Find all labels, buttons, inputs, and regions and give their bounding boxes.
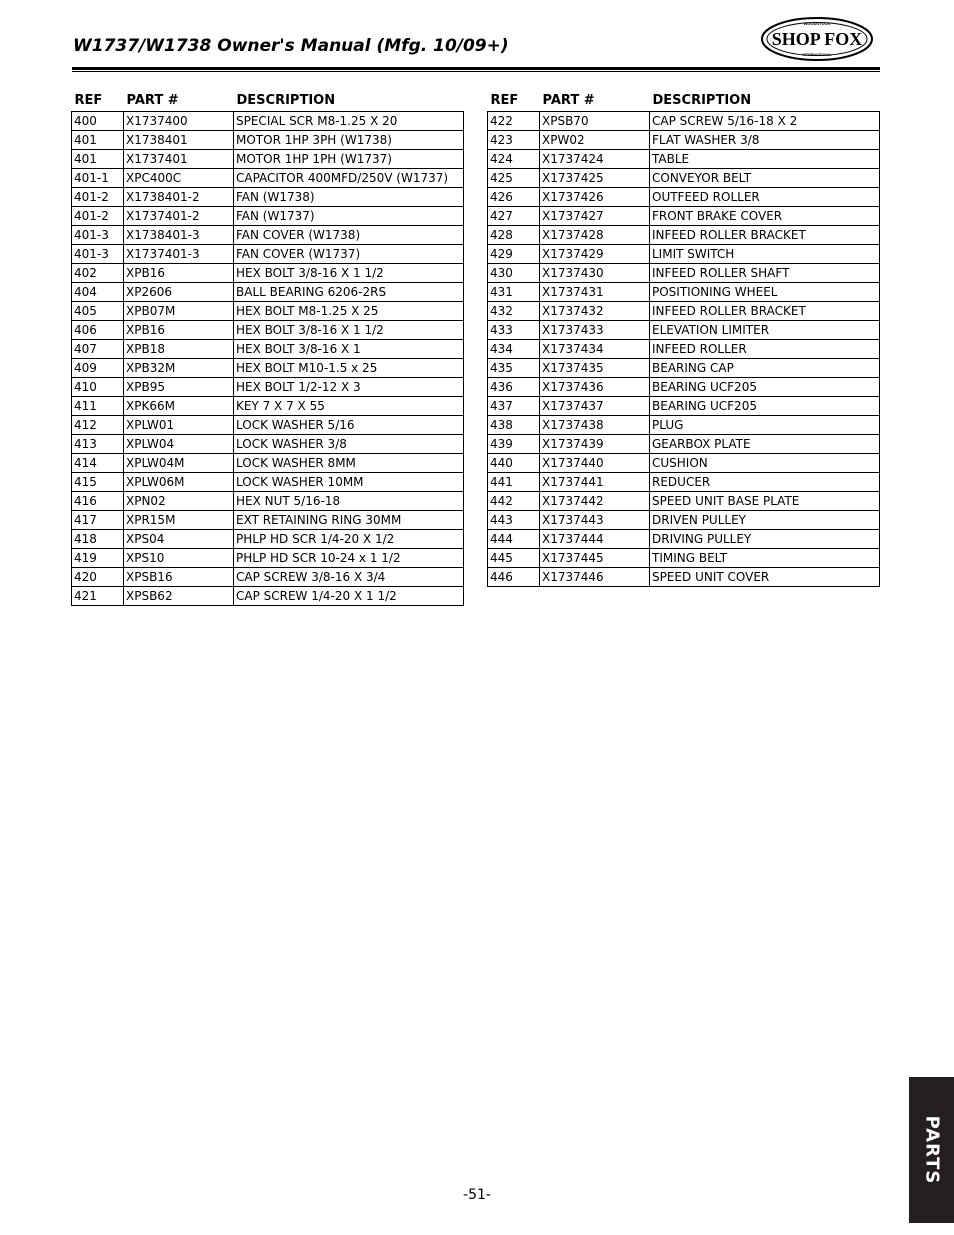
ref-cell: 402 — [72, 264, 124, 283]
description-cell: BEARING UCF205 — [650, 378, 880, 397]
ref-cell: 427 — [488, 207, 540, 226]
parts-table-left-body — [72, 112, 464, 606]
table-row — [488, 150, 880, 169]
logo-bottom-text: INTERNATIONAL — [802, 53, 832, 57]
ref-cell: 434 — [488, 340, 540, 359]
section-tab — [909, 1077, 954, 1223]
table-row — [72, 150, 464, 169]
description-cell: BEARING UCF205 — [650, 397, 880, 416]
part-number-cell: X1737430 — [540, 264, 650, 283]
description-cell: DRIVING PULLEY — [650, 530, 880, 549]
ref-cell: 416 — [72, 492, 124, 511]
ref-cell: 405 — [72, 302, 124, 321]
table-row — [72, 226, 464, 245]
ref-cell: 401-3 — [72, 245, 124, 264]
description-cell: FAN (W1737) — [234, 207, 464, 226]
description-cell: FAN COVER (W1737) — [234, 245, 464, 264]
part-header: PART # — [126, 93, 179, 108]
part-number-cell: X1737431 — [540, 283, 650, 302]
part-number-cell: XPSB16 — [124, 568, 234, 587]
table-row — [72, 207, 464, 226]
description-cell: CONVEYOR BELT — [650, 169, 880, 188]
table-row — [488, 340, 880, 359]
table-row — [72, 492, 464, 511]
ref-cell: 446 — [488, 568, 540, 587]
part-number-cell: X1737436 — [540, 378, 650, 397]
part-number-cell: X1737429 — [540, 245, 650, 264]
part-number-cell: X1737438 — [540, 416, 650, 435]
ref-cell: 420 — [72, 568, 124, 587]
ref-cell: 414 — [72, 454, 124, 473]
part-number-cell: XP2606 — [124, 283, 234, 302]
table-row — [72, 378, 464, 397]
description-cell: INFEED ROLLER BRACKET — [650, 226, 880, 245]
part-number-cell: X1737435 — [540, 359, 650, 378]
table-row — [72, 435, 464, 454]
ref-cell: 426 — [488, 188, 540, 207]
ref-cell: 422 — [488, 112, 540, 131]
table-row — [72, 473, 464, 492]
description-cell: ELEVATION LIMITER — [650, 321, 880, 340]
description-cell: FAN COVER (W1738) — [234, 226, 464, 245]
part-number-cell: XPLW01 — [124, 416, 234, 435]
table-row — [488, 226, 880, 245]
table-row — [488, 283, 880, 302]
description-cell: CUSHION — [650, 454, 880, 473]
table-row — [488, 492, 880, 511]
ref-cell: 439 — [488, 435, 540, 454]
description-cell: INFEED ROLLER SHAFT — [650, 264, 880, 283]
table-row — [72, 416, 464, 435]
parts-table-right-body — [488, 112, 880, 587]
part-number-cell: X1737427 — [540, 207, 650, 226]
parts-table-right — [487, 90, 880, 587]
description-cell: FRONT BRAKE COVER — [650, 207, 880, 226]
table-row — [72, 359, 464, 378]
ref-cell: 430 — [488, 264, 540, 283]
ref-cell: 437 — [488, 397, 540, 416]
part-number-cell: XPLW04M — [124, 454, 234, 473]
table-row — [72, 568, 464, 587]
description-cell: HEX BOLT M8-1.25 X 25 — [234, 302, 464, 321]
table-row — [72, 245, 464, 264]
part-number-cell: X1737401-2 — [124, 207, 234, 226]
table-row — [488, 264, 880, 283]
table-row — [72, 587, 464, 606]
table-row — [488, 112, 880, 131]
table-row — [72, 454, 464, 473]
table-row — [488, 511, 880, 530]
part-number-cell: X1737426 — [540, 188, 650, 207]
ref-cell: 432 — [488, 302, 540, 321]
ref-cell: 441 — [488, 473, 540, 492]
ref-cell: 410 — [72, 378, 124, 397]
ref-cell: 423 — [488, 131, 540, 150]
part-number-cell: X1738401-3 — [124, 226, 234, 245]
part-number-cell: XPK66M — [124, 397, 234, 416]
table-row — [488, 549, 880, 568]
ref-cell: 411 — [72, 397, 124, 416]
description-cell: INFEED ROLLER BRACKET — [650, 302, 880, 321]
table-row — [488, 245, 880, 264]
part-number-cell: XPW02 — [540, 131, 650, 150]
table-row — [72, 397, 464, 416]
section-tab-label: PARTS — [921, 1115, 942, 1185]
part-number-cell: XPSB62 — [124, 587, 234, 606]
part-number-cell: X1737442 — [540, 492, 650, 511]
ref-cell: 428 — [488, 226, 540, 245]
logo-main-text: SHOP FOX — [771, 29, 863, 49]
description-cell: HEX BOLT 1/2-12 X 3 — [234, 378, 464, 397]
table-header-row — [488, 90, 880, 112]
ref-cell: 401-1 — [72, 169, 124, 188]
ref-cell: 419 — [72, 549, 124, 568]
ref-cell: 429 — [488, 245, 540, 264]
description-cell: OUTFEED ROLLER — [650, 188, 880, 207]
description-cell: SPEED UNIT COVER — [650, 568, 880, 587]
table-header-row — [72, 90, 464, 112]
ref-cell: 443 — [488, 511, 540, 530]
part-header: PART # — [542, 93, 595, 108]
ref-cell: 401-2 — [72, 207, 124, 226]
table-row — [488, 454, 880, 473]
part-number-cell: XPLW04 — [124, 435, 234, 454]
description-cell: EXT RETAINING RING 30MM — [234, 511, 464, 530]
ref-cell: 409 — [72, 359, 124, 378]
ref-cell: 415 — [72, 473, 124, 492]
ref-cell: 433 — [488, 321, 540, 340]
table-row — [72, 340, 464, 359]
part-number-cell: XPC400C — [124, 169, 234, 188]
description-cell: FAN (W1738) — [234, 188, 464, 207]
ref-cell: 418 — [72, 530, 124, 549]
ref-cell: 401-2 — [72, 188, 124, 207]
part-number-cell: XPB07M — [124, 302, 234, 321]
part-number-cell: X1737437 — [540, 397, 650, 416]
description-cell: HEX BOLT 3/8-16 X 1 1/2 — [234, 264, 464, 283]
description-cell: FLAT WASHER 3/8 — [650, 131, 880, 150]
table-row — [488, 188, 880, 207]
ref-cell: 435 — [488, 359, 540, 378]
ref-cell: 431 — [488, 283, 540, 302]
part-number-cell: XPB32M — [124, 359, 234, 378]
description-cell: LOCK WASHER 8MM — [234, 454, 464, 473]
description-cell: HEX BOLT M10-1.5 x 25 — [234, 359, 464, 378]
part-number-cell: X1738401 — [124, 131, 234, 150]
description-cell: CAP SCREW 3/8-16 X 3/4 — [234, 568, 464, 587]
description-cell: PHLP HD SCR 10-24 x 1 1/2 — [234, 549, 464, 568]
ref-cell: 417 — [72, 511, 124, 530]
description-cell: PHLP HD SCR 1/4-20 X 1/2 — [234, 530, 464, 549]
description-cell: REDUCER — [650, 473, 880, 492]
part-number-cell: X1737432 — [540, 302, 650, 321]
description-cell: CAP SCREW 5/16-18 X 2 — [650, 112, 880, 131]
part-number-cell: XPSB70 — [540, 112, 650, 131]
description-cell: TABLE — [650, 150, 880, 169]
description-cell: HEX BOLT 3/8-16 X 1 — [234, 340, 464, 359]
part-number-cell: XPB18 — [124, 340, 234, 359]
part-number-cell: XPR15M — [124, 511, 234, 530]
part-number-cell: X1737428 — [540, 226, 650, 245]
ref-header: REF — [490, 93, 519, 108]
table-row — [72, 530, 464, 549]
description-header: DESCRIPTION — [652, 93, 752, 108]
table-row — [488, 169, 880, 188]
part-number-cell: X1737441 — [540, 473, 650, 492]
description-cell: LOCK WASHER 3/8 — [234, 435, 464, 454]
table-row — [488, 473, 880, 492]
description-cell: DRIVEN PULLEY — [650, 511, 880, 530]
table-row — [488, 378, 880, 397]
part-number-cell: X1737401 — [124, 150, 234, 169]
description-cell: GEARBOX PLATE — [650, 435, 880, 454]
description-cell: SPECIAL SCR M8-1.25 X 20 — [234, 112, 464, 131]
description-cell: HEX NUT 5/16-18 — [234, 492, 464, 511]
ref-header: REF — [74, 93, 103, 108]
part-number-cell: XPS10 — [124, 549, 234, 568]
part-number-cell: X1737400 — [124, 112, 234, 131]
description-cell: LOCK WASHER 10MM — [234, 473, 464, 492]
ref-cell: 440 — [488, 454, 540, 473]
description-cell: BEARING CAP — [650, 359, 880, 378]
table-row — [72, 511, 464, 530]
table-row — [488, 397, 880, 416]
ref-cell: 406 — [72, 321, 124, 340]
ref-cell: 442 — [488, 492, 540, 511]
ref-cell: 401 — [72, 150, 124, 169]
part-number-cell: XPS04 — [124, 530, 234, 549]
ref-cell: 438 — [488, 416, 540, 435]
description-cell: MOTOR 1HP 3PH (W1738) — [234, 131, 464, 150]
part-number-cell: X1737445 — [540, 549, 650, 568]
part-number-cell: X1737425 — [540, 169, 650, 188]
ref-cell: 424 — [488, 150, 540, 169]
table-row — [72, 112, 464, 131]
table-row — [72, 131, 464, 150]
table-row — [488, 530, 880, 549]
part-number-cell: XPLW06M — [124, 473, 234, 492]
table-row — [488, 207, 880, 226]
table-row — [488, 302, 880, 321]
page-number: -51- — [463, 1187, 491, 1203]
shop-fox-logo — [760, 16, 874, 62]
description-cell: HEX BOLT 3/8-16 X 1 1/2 — [234, 321, 464, 340]
description-cell: KEY 7 X 7 X 55 — [234, 397, 464, 416]
description-cell: SPEED UNIT BASE PLATE — [650, 492, 880, 511]
table-row — [488, 359, 880, 378]
ref-cell: 401-3 — [72, 226, 124, 245]
ref-cell: 444 — [488, 530, 540, 549]
table-row — [488, 568, 880, 587]
description-cell: POSITIONING WHEEL — [650, 283, 880, 302]
part-number-cell: X1738401-2 — [124, 188, 234, 207]
header-rule-thin — [72, 71, 880, 72]
description-cell: INFEED ROLLER — [650, 340, 880, 359]
description-cell: LOCK WASHER 5/16 — [234, 416, 464, 435]
table-row — [72, 549, 464, 568]
ref-cell: 425 — [488, 169, 540, 188]
ref-cell: 421 — [72, 587, 124, 606]
ref-cell: 407 — [72, 340, 124, 359]
part-number-cell: X1737439 — [540, 435, 650, 454]
table-row — [72, 321, 464, 340]
part-number-cell: XPB16 — [124, 264, 234, 283]
ref-cell: 404 — [72, 283, 124, 302]
part-number-cell: XPB95 — [124, 378, 234, 397]
table-row — [72, 264, 464, 283]
table-row — [488, 131, 880, 150]
part-number-cell: X1737444 — [540, 530, 650, 549]
table-row — [72, 283, 464, 302]
description-cell: MOTOR 1HP 1PH (W1737) — [234, 150, 464, 169]
description-cell: TIMING BELT — [650, 549, 880, 568]
part-number-cell: X1737434 — [540, 340, 650, 359]
description-cell: LIMIT SWITCH — [650, 245, 880, 264]
description-cell: CAPACITOR 400MFD/250V (W1737) — [234, 169, 464, 188]
ref-cell: 445 — [488, 549, 540, 568]
ref-cell: 400 — [72, 112, 124, 131]
part-number-cell: X1737433 — [540, 321, 650, 340]
table-row — [488, 416, 880, 435]
part-number-cell: XPB16 — [124, 321, 234, 340]
part-number-cell: X1737440 — [540, 454, 650, 473]
ref-cell: 401 — [72, 131, 124, 150]
table-row — [488, 435, 880, 454]
logo-top-text: WOODSTOCK — [803, 21, 831, 26]
part-number-cell: X1737401-3 — [124, 245, 234, 264]
description-cell: BALL BEARING 6206-2RS — [234, 283, 464, 302]
description-cell: PLUG — [650, 416, 880, 435]
table-row — [72, 188, 464, 207]
ref-cell: 436 — [488, 378, 540, 397]
ref-cell: 412 — [72, 416, 124, 435]
part-number-cell: X1737443 — [540, 511, 650, 530]
ref-cell: 413 — [72, 435, 124, 454]
part-number-cell: XPN02 — [124, 492, 234, 511]
parts-table-left — [71, 90, 464, 606]
table-row — [72, 169, 464, 188]
part-number-cell: X1737424 — [540, 150, 650, 169]
document-title: W1737/W1738 Owner's Manual (Mfg. 10/09+) — [73, 36, 509, 56]
table-row — [488, 321, 880, 340]
header-rule-thick — [72, 67, 880, 70]
part-number-cell: X1737446 — [540, 568, 650, 587]
description-cell: CAP SCREW 1/4-20 X 1 1/2 — [234, 587, 464, 606]
description-header: DESCRIPTION — [236, 93, 336, 108]
table-row — [72, 302, 464, 321]
